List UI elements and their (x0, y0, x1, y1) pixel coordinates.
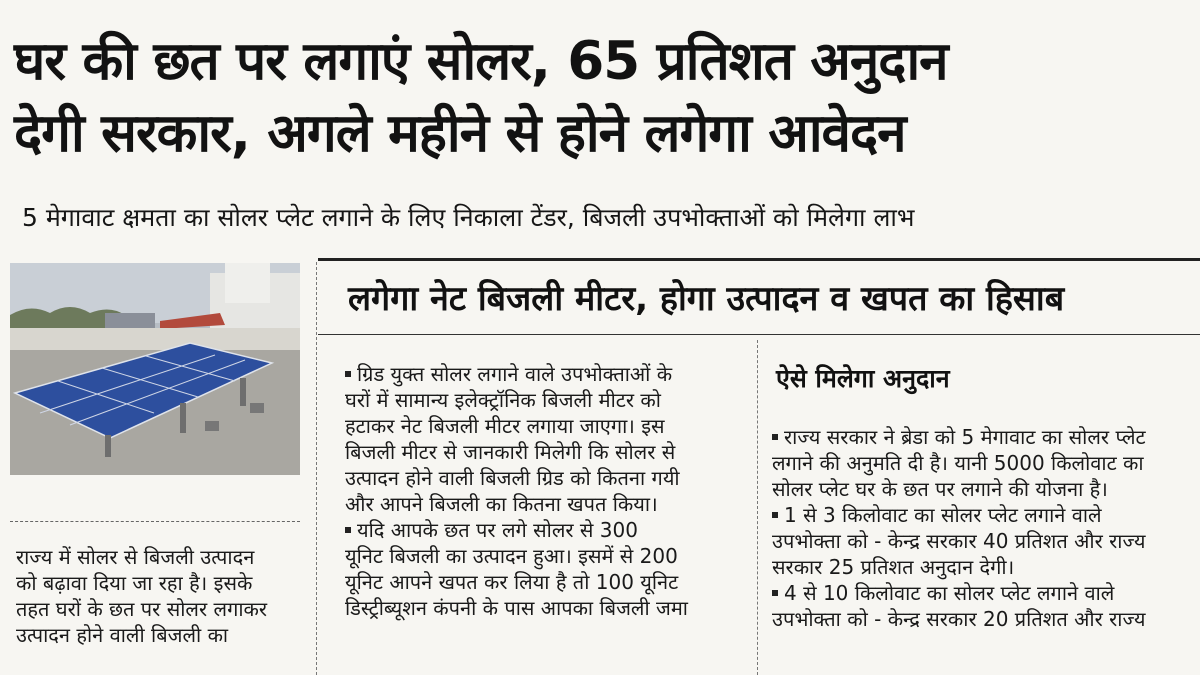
bullet-icon (772, 512, 778, 518)
bullet-icon (345, 371, 351, 377)
right-paragraph-2 (772, 502, 1197, 580)
left-line: तहत घरों के छत पर सोलर लगाकर (16, 597, 268, 621)
middle-line: बिजली मीटर से जानकारी मिलेगी कि सोलर से (345, 440, 676, 464)
column-separator-1 (316, 262, 317, 675)
right-line: सरकार 25 प्रतिशत अनुदान देगी। (772, 555, 1015, 579)
middle-line: यूनिट बिजली का उत्पादन हुआ। इसमें से 200 (345, 544, 678, 568)
column-separator-2 (757, 340, 758, 675)
bullet-icon (772, 590, 778, 596)
top-divider (318, 258, 1200, 261)
section-divider (318, 334, 1200, 335)
middle-line: उत्पादन होने वाली बिजली ग्रिड को कितना गयी (345, 466, 680, 490)
right-line: राज्य सरकार ने ब्रेडा को 5 मेगावाट का सोलर प्लेट (772, 424, 1197, 450)
left-column-divider (10, 521, 300, 522)
bullet-icon (772, 434, 778, 440)
subsidy-heading: ऐसे मिलेगा अनुदान (776, 364, 950, 393)
headline-line-1: घर की छत पर लगाएं सोलर, 65 प्रतिशत अनुदान (14, 31, 948, 92)
middle-line: घरों में सामान्य इलेक्ट्रॉनिक बिजली मीटर को (345, 388, 661, 412)
right-line: उपभोक्ता को - केन्द्र सरकार 40 प्रतिशत और राज्य (772, 529, 1146, 553)
middle-line: डिस्ट्रीब्यूशन कंपनी के पास आपका बिजली जमा (345, 596, 688, 620)
subheadline: 5 मेगावाट क्षमता का सोलर प्लेट लगाने के लिए निकाला टेंडर, बिजली उपभोक्ताओं को मिलेगा लाभ (22, 203, 915, 232)
middle-line: यूनिट आपने खपत कर लिया है तो 100 यूनिट (345, 570, 679, 594)
right-line: लगाने की अनुमति दी है। यानी 5000 किलोवाट का (772, 451, 1144, 475)
middle-column-text (345, 361, 740, 621)
middle-paragraph-2 (345, 517, 740, 621)
section-title: लगेगा नेट बिजली मीटर, होगा उत्पादन व खपत का हिसाब (348, 279, 1065, 319)
right-column-text (772, 424, 1197, 632)
bullet-icon (345, 527, 351, 533)
headline (14, 26, 1189, 170)
middle-line: यदि आपके छत पर लगे सोलर से 300 (345, 517, 740, 543)
left-line: को बढ़ावा दिया जा रहा है। इसके (16, 571, 253, 595)
left-line: उत्पादन होने वाली बिजली का (16, 623, 229, 647)
right-line: 4 से 10 किलोवाट का सोलर प्लेट लगाने वाले (772, 580, 1197, 606)
right-paragraph-3 (772, 580, 1197, 632)
headline-line-2: देगी सरकार, अगले महीने से होने लगेगा आवेदन (14, 103, 906, 164)
right-paragraph-1 (772, 424, 1197, 502)
middle-line: और आपने बिजली का कितना खपत किया। (345, 492, 658, 516)
left-line: राज्य में सोलर से बिजली उत्पादन (16, 545, 255, 569)
right-line: 1 से 3 किलोवाट का सोलर प्लेट लगाने वाले (772, 502, 1197, 528)
middle-line: ग्रिड युक्त सोलर लगाने वाले उपभोक्ताओं के (345, 361, 740, 387)
right-line: सोलर प्लेट घर के छत पर लगाने की योजना है। (772, 477, 1108, 501)
middle-line: हटाकर नेट बिजली मीटर लगाया जाएगा। इस (345, 414, 665, 438)
right-line: उपभोक्ता को - केन्द्र सरकार 20 प्रतिशत और राज्य (772, 607, 1146, 631)
left-column-text (16, 544, 304, 648)
solar-panel-photo (10, 263, 300, 475)
middle-paragraph-1 (345, 361, 740, 517)
